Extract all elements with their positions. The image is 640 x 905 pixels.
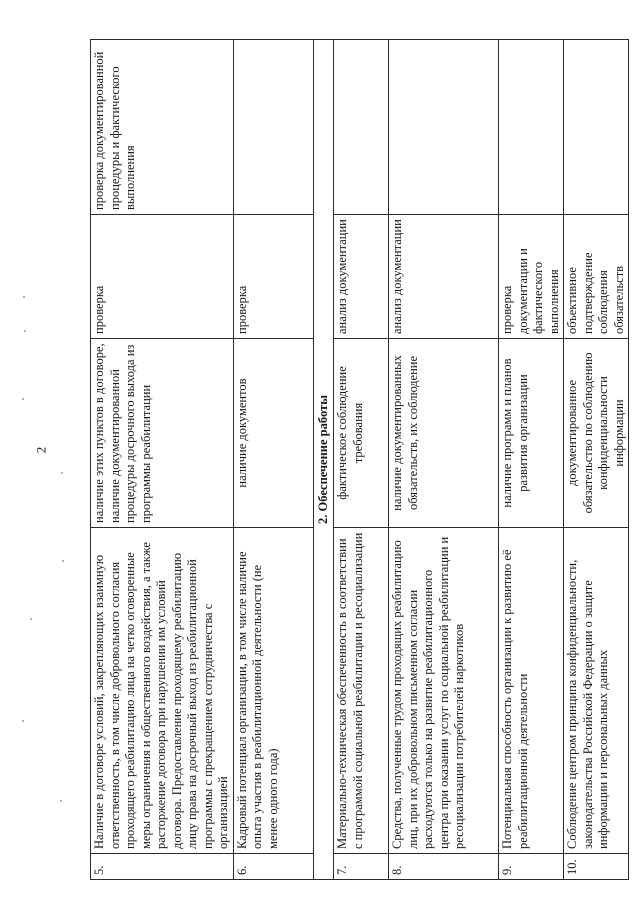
scan-speck [60, 800, 62, 802]
method-cell: проверка документации и фактического выполнения [499, 215, 564, 339]
indicator-cell: документированное обязательство по соблюдению конфиденциальности информации [564, 339, 629, 528]
method-cell: объективное подтверждение соблюдения обязательств [564, 215, 629, 339]
row-number: 5. [91, 854, 234, 880]
evidence-cell: проверка документированной процедуры и фактического выполнения [91, 40, 234, 215]
page-number: 2 [33, 446, 49, 454]
section-heading: 2. Обеспечение работы [313, 40, 334, 880]
row-number: 6. [233, 854, 313, 880]
evidence-cell [389, 40, 499, 215]
criterion-cell: Материально-техническая обеспеченность в соответствии с программой социальной реабилитации и ресоциализации [334, 528, 389, 854]
criterion-cell: Соблюдение центром принципа конфиденциальности, законодательства Российской Федерации о защите информации и персональных данных [564, 528, 629, 854]
criterion-cell: Потенциальная способность организации к развитию её реабилитационной деятельности [499, 528, 564, 854]
table-row [499, 40, 564, 880]
row-number: 9. [499, 854, 564, 880]
row-number: 7. [334, 854, 389, 880]
method-cell: проверка [91, 215, 234, 339]
row-number: 10. [564, 854, 629, 880]
table-row [233, 40, 313, 880]
method-cell: проверка [233, 215, 313, 339]
evidence-cell [499, 40, 564, 215]
evidence-cell [334, 40, 389, 215]
method-cell: анализ документации [334, 215, 389, 339]
indicator-cell: наличие документированных обязательств, их соблюдение [389, 339, 499, 528]
scan-speck [30, 618, 32, 620]
indicator-cell: фактическое соблюдение требования [334, 339, 389, 528]
indicator-cell: наличие этих пунктов в договоре, наличие документированной процедуры досрочного выхода из программы реабилитации [91, 339, 234, 528]
criterion-cell: Средства, полученные трудом проходящих реабилитацию лиц, при их добровольном письменном согласии расходуются только на развитие реабилитационного центра при оказании услуг по социальной реабилитации и ресоциализации потребителей наркотиков [389, 528, 499, 854]
scan-speck [22, 720, 24, 722]
evidence-cell [564, 40, 629, 215]
criteria-table [90, 39, 629, 880]
table-row [334, 40, 389, 880]
scan-speck [22, 398, 24, 400]
indicator-cell: наличие документов [233, 339, 313, 528]
criterion-cell: Кадровый потенциал организации, в том числе наличие опыта участия в реабилитационной деятельности (не менее одного года) [233, 528, 313, 854]
row-number: 8. [389, 854, 499, 880]
indicator-cell: наличие программ и планов развития организации [499, 339, 564, 528]
method-cell: анализ документации [389, 215, 499, 339]
scan-speck [62, 560, 64, 562]
criterion-cell: Наличие в договоре условий, закрепляющих взаимную ответственность, в том числе добровольного согласия проходящего реабилитацию лица на четко оговоренные меры ограничения и общественного воздействия, а также расторжение договора при нарушении им условий договора. Предоставление проходящему реабилитацию лицу права на досрочный выход из реабилитационной программы с прекращением сотрудничества с организацией [91, 528, 234, 854]
scan-speck [23, 296, 25, 298]
section-row [313, 40, 334, 880]
scan-speck [24, 330, 26, 332]
table-row [389, 40, 499, 880]
evidence-cell [233, 40, 313, 215]
table-row [91, 40, 234, 880]
rotated-criteria-table [90, 40, 626, 880]
table-row [564, 40, 629, 880]
scan-speck [61, 472, 63, 474]
